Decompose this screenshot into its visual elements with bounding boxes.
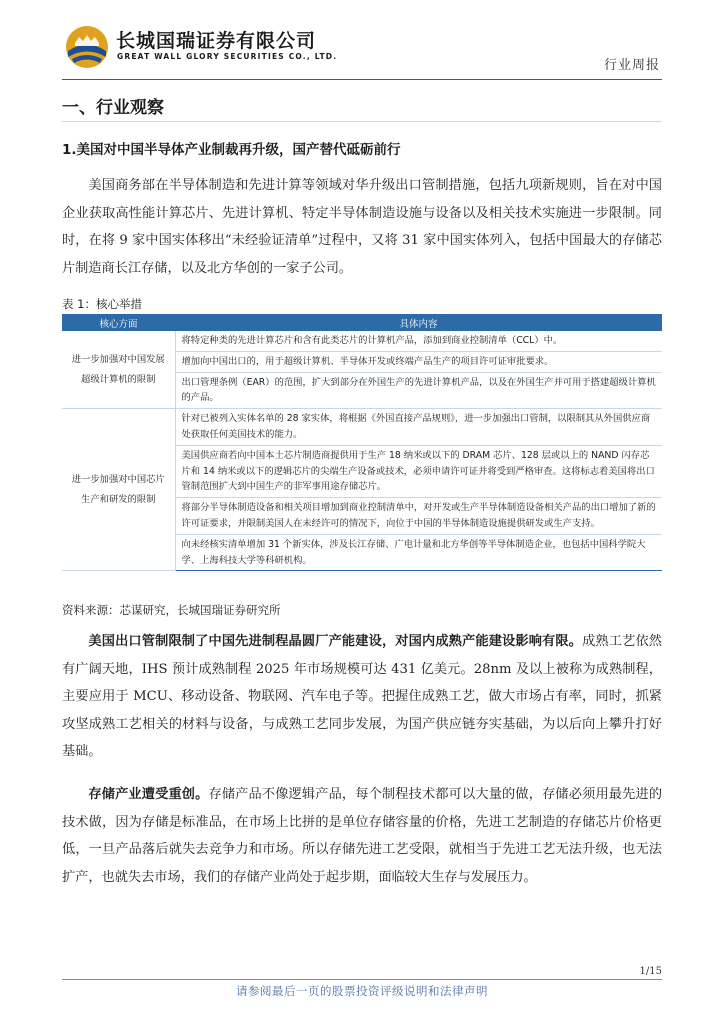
section-title: 一、行业观察 <box>62 98 164 118</box>
table-row <box>62 331 662 351</box>
column-header-content: 具体内容 <box>175 314 662 331</box>
company-name-cn: 长城国瑞证券有限公司 <box>116 30 317 52</box>
footer-disclaimer-link[interactable]: 请参阅最后一页的股票投资评级说明和法律声明 <box>236 984 488 998</box>
paragraph-body: 成熟工艺依然有广阔天地，IHS 预计成熟制程 2025 年市场规模可达 431 亿美元。28nm 及以上被称为成熟制程，主要应用于 MCU、移动设备、物联网、汽车电子等。把握住成熟工艺，做大市场占有率，同时，抓紧攻坚成熟工艺相关的材料与设备，与成熟工艺同步发展，为国产供应链夯实基础，为以后向上攀升打好基础。 <box>62 634 662 759</box>
document-type: 行业周报 <box>603 58 660 73</box>
table-source: 资料来源：芯谋研究，长城国瑞证券研究所 <box>62 603 281 617</box>
content-cell: 将特定种类的先进计算芯片和含有此类芯片的计算机产品，添加到商业控制清单（CCL）中。 <box>175 331 662 351</box>
paragraph-body: 存储产品不像逻辑产品，每个制程技术都可以大量的做，存储必须用最先进的技术做，因为存储是标准品，在市场上比拼的是单位存储容量的价格，先进工艺制造的存储芯片价格更低，一旦产品落后就失去竞争力和市场。所以存储先进工艺受限，就相当于先进工艺无法升级，也无法扩产，也就失去市场，我们的存储产业尚处于起步期，面临较大生存与发展压力。 <box>62 787 663 885</box>
aspect-cell: 进一步加强对中国芯片生产和研发的限制 <box>62 409 175 571</box>
paragraph-mature-process <box>62 628 662 766</box>
core-measures-table <box>62 314 662 571</box>
footer-divider <box>62 979 662 980</box>
content-cell: 出口管理条例（EAR）的范围，扩大到部分在外国生产的先进计算机产品，以及在外国生产并可用于搭建超级计算机的产品。 <box>175 372 662 409</box>
table-row <box>62 409 662 446</box>
column-header-aspect: 核心方面 <box>62 314 175 331</box>
table-header-row <box>62 314 662 331</box>
company-name-en: GREAT WALL GLORY SECURITIES CO., LTD. <box>117 52 338 61</box>
aspect-cell: 进一步加强对中国发展超级计算机的限制 <box>62 331 175 409</box>
paragraph-lead: 美国出口管制限制了中国先进制程晶圆厂产能建设，对国内成熟产能建设影响有限。 <box>88 634 583 649</box>
page-header <box>62 22 662 74</box>
content-cell: 向未经核实清单增加 31 个新实体，涉及长江存储、广电计量和北方华创等半导体制造企业，也包括中国科学院大学、上海科技大学等科研机构。 <box>175 534 662 571</box>
page-number: 1/15 <box>639 966 662 977</box>
subsection-title: 1.美国对中国半导体产业制裁再升级，国产替代砥砺前行 <box>62 142 401 158</box>
content-cell: 针对已被列入实体名单的 28 家实体，将根据《外国直接产品规则》，进一步加强出口管制，以限制其从外国供应商处获取任何美国技术的能力。 <box>175 409 662 446</box>
paragraph-storage <box>62 781 662 891</box>
paragraph-intro: 美国商务部在半导体制造和先进计算等领域对华升级出口管制措施，包括九项新规则，旨在对中国企业获取高性能计算芯片、先进计算机、特定半导体制造设施与设备以及相关技术实施进一步限制。同时，在将 9 家中国实体移出“未经验证清单”过程中，又将 31 家中国实体列入，包括中国最大的存储芯片制造商长江存储，以及北方华创的一家子公司。 <box>62 178 662 276</box>
content-cell: 美国供应商若向中国本土芯片制造商提供用于生产 18 纳米或以下的 DRAM 芯片、128 层或以上的 NAND 闪存芯片和 14 纳米或以下的逻辑芯片的尖端生产设备或技术，必须申请许可证并将受到严格审查。这将标志着美国将出口管制范围扩大到中国生产的非军事用途存储芯片。 <box>175 445 662 497</box>
section-divider <box>62 121 662 122</box>
header-divider <box>62 79 662 80</box>
great-wall-logo-icon <box>64 24 110 70</box>
paragraph-lead: 存储产业遭受重创。 <box>88 787 209 802</box>
content-cell: 增加向中国出口的，用于超级计算机、半导体开发或终端产品生产的项目许可证审批要求。 <box>175 351 662 372</box>
content-cell: 将部分半导体制造设备和相关项目增加到商业控制清单中，对开发或生产半导体制造设备相关产品的出口增加了新的许可证要求，并限制美国人在未经许可的情况下，向位于中国的半导体制造设施提供研发或生产支持。 <box>175 498 662 535</box>
table-title: 表 1：核心举措 <box>62 297 142 311</box>
